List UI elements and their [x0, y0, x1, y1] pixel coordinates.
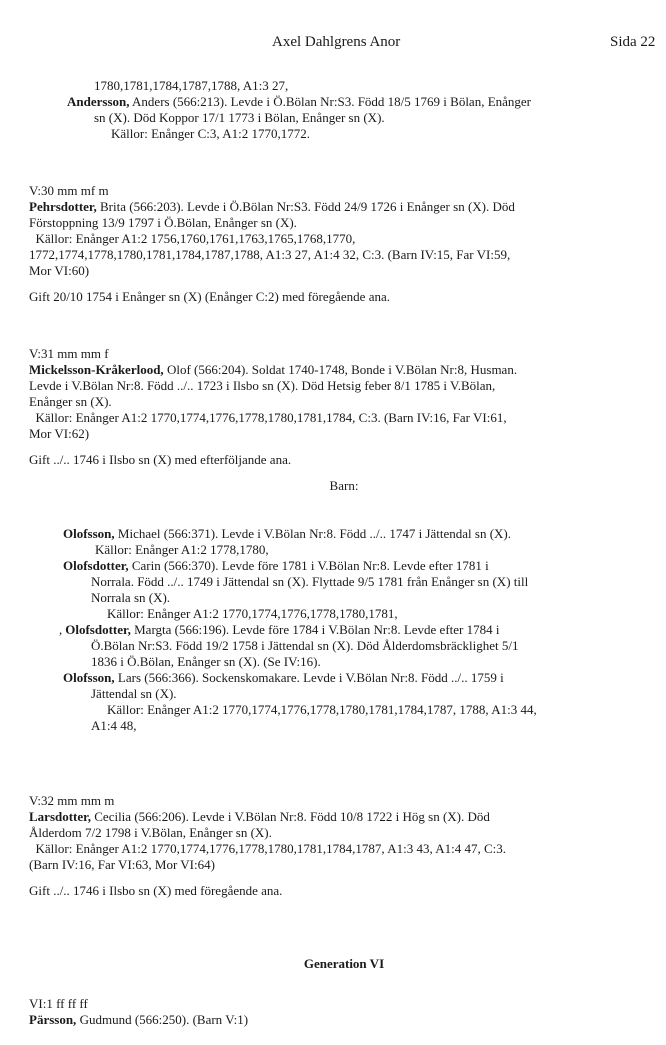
child-entry	[29, 622, 659, 670]
generation-heading: Generation VI	[303, 956, 385, 971]
child-surname: Olofsdotter,	[65, 622, 131, 637]
person-details-cont: sn (X). Död Koppor 17/1 1773 i Bölan, Enånger sn (X).	[94, 110, 385, 125]
child-line	[29, 558, 659, 574]
person-entry	[29, 362, 659, 378]
person-sources-cont: Mor VI:60)	[29, 263, 90, 278]
entry-heading: V:31 mm mm f	[29, 346, 109, 361]
child-details-cont: Ö.Bölan Nr:S3. Född 19/2 1758 i Jättendal sn (X). Död Ålderdomsbräcklighet 5/1	[91, 638, 519, 653]
entry-v31	[29, 346, 659, 494]
marriage-note: Gift 20/10 1754 i Enånger sn (X) (Enånger C:2) med föregående ana.	[29, 289, 390, 304]
person-details: Olof (566:204). Soldat 1740-1748, Bonde i V.Bölan Nr:8, Husman.	[163, 362, 518, 377]
marriage-note: Gift ../.. 1746 i Ilsbo sn (X) med föregående ana.	[29, 883, 283, 898]
entry-v32	[29, 793, 659, 899]
person-sources: Källor: Enånger A1:2 1770,1774,1776,1778,1780,1781,1784, C:3. (Barn IV:16, Far VI:61,	[29, 410, 507, 425]
child-line: , Olofsdotter, Margta (566:196). Levde före 1784 i V.Bölan Nr:8. Levde efter 1784 i	[59, 622, 500, 637]
child-surname: Olofsson,	[63, 526, 115, 541]
person-sources: Källor: Enånger C:3, A1:2 1770,1772.	[111, 126, 310, 141]
person-sources-cont: Mor VI:62)	[29, 426, 90, 441]
page-header	[0, 34, 666, 54]
page-number: Sida 22	[610, 34, 656, 50]
person-surname: Pärsson,	[29, 1012, 77, 1027]
person-details: Anders (566:213). Levde i Ö.Bölan Nr:S3. Född 18/5 1769 i Bölan, Enånger	[129, 94, 532, 109]
child-details: Carin (566:370). Levde före 1781 i V.Bölan Nr:8. Levde efter 1781 i	[128, 558, 489, 573]
child-sources: Källor: Enånger A1:2 1770,1774,1776,1778,1780,1781,	[107, 606, 398, 621]
child-details: Lars (566:366). Sockenskomakare. Levde i V.Bölan Nr:8. Född ../.. 1759 i	[114, 670, 504, 685]
document-title: Axel Dahlgrens Anor	[272, 34, 401, 50]
person-details: Cecilia (566:206). Levde i V.Bölan Nr:8. Född 10/8 1722 i Hög sn (X). Död	[91, 809, 490, 824]
marriage-note: Gift ../.. 1746 i Ilsbo sn (X) med efterföljande ana.	[29, 452, 292, 467]
child-entry	[29, 558, 659, 622]
child-details: Margta (566:196). Levde före 1784 i V.Bölan Nr:8. Levde efter 1784 i	[130, 622, 500, 637]
child-line	[29, 526, 659, 542]
person-entry	[29, 94, 659, 110]
children-list	[29, 526, 659, 734]
child-surname: Olofsson,	[63, 670, 115, 685]
child-entry	[29, 526, 659, 558]
person-sources: Källor: Enånger A1:2 1756,1760,1761,1763,1765,1768,1770,	[29, 231, 356, 246]
person-entry	[29, 199, 659, 215]
child-surname: Olofsdotter,	[63, 558, 129, 573]
top-section	[29, 78, 659, 142]
source-continuation: 1780,1781,1784,1787,1788, A1:3 27,	[94, 78, 289, 93]
person-surname: Pehrsdotter,	[29, 199, 97, 214]
person-sources: Källor: Enånger A1:2 1770,1774,1776,1778,1780,1781,1784,1787, A1:3 43, A1:4 47, C:3.	[29, 841, 507, 856]
child-sources-cont: A1:4 48,	[91, 718, 137, 733]
child-details-cont: Norrala. Född ../.. 1749 i Jättendal sn (X). Flyttade 9/5 1781 från Enånger sn (X) till	[91, 574, 529, 589]
person-surname: Larsdotter,	[29, 809, 91, 824]
person-entry	[29, 809, 659, 825]
child-details: Michael (566:371). Levde i V.Bölan Nr:8. Född ../.. 1747 i Jättendal sn (X).	[114, 526, 511, 541]
entry-heading: V:32 mm mm m	[29, 793, 115, 808]
children-heading: Barn:	[329, 478, 359, 493]
child-sources: Källor: Enånger A1:2 1778,1780,	[95, 542, 269, 557]
child-entry	[29, 670, 659, 734]
child-sources: Källor: Enånger A1:2 1770,1774,1776,1778,1780,1781,1784,1787, 1788, A1:3 44,	[107, 702, 537, 717]
person-surname: Mickelsson-Kråkerlood,	[29, 362, 164, 377]
person-sources-cont: (Barn IV:16, Far VI:63, Mor VI:64)	[29, 857, 215, 872]
person-details-cont: Förstoppning 13/9 1797 i Ö.Bölan, Enånger sn (X).	[29, 215, 297, 230]
child-details-cont: 1836 i Ö.Bölan, Enånger sn (X). (Se IV:16).	[91, 654, 321, 669]
person-details: Gudmund (566:250). (Barn V:1)	[76, 1012, 249, 1027]
person-surname: Andersson,	[67, 94, 130, 109]
child-line	[29, 670, 659, 686]
entry-heading: VI:1 ff ff ff	[29, 996, 88, 1011]
person-details-cont: Enånger sn (X).	[29, 394, 112, 409]
person-details: Brita (566:203). Levde i Ö.Bölan Nr:S3. Född 24/9 1726 i Enånger sn (X). Död	[96, 199, 515, 214]
child-details-cont: Jättendal sn (X).	[91, 686, 177, 701]
person-details-cont: Ålderdom 7/2 1798 i V.Bölan, Enånger sn (X).	[29, 825, 272, 840]
person-details-cont: Levde i V.Bölan Nr:8. Född ../.. 1723 i Ilsbo sn (X). Död Hetsig feber 8/1 1785 i V.Bölan,	[29, 378, 496, 393]
generation-section	[29, 956, 659, 1028]
person-entry	[29, 1012, 659, 1028]
child-details-cont: Norrala sn (X).	[91, 590, 171, 605]
entry-v30	[29, 183, 659, 305]
person-sources-cont: 1772,1774,1778,1780,1781,1784,1787,1788, A1:3 27, A1:4 32, C:3. (Barn IV:15, Far VI:59,	[29, 247, 511, 262]
entry-heading: V:30 mm mf m	[29, 183, 109, 198]
